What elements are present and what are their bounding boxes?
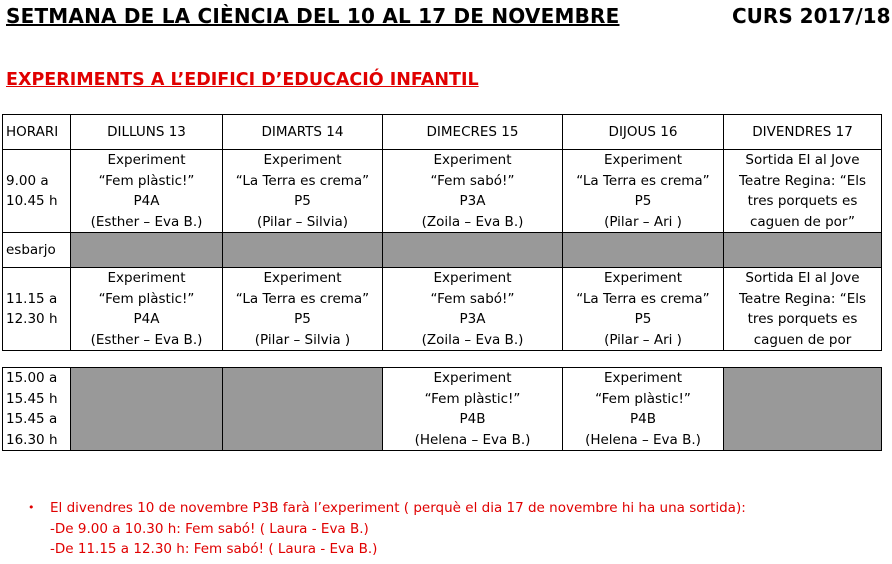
- schedule-cell-monday: Experiment “Fem plàstic!” P4A (Esther – Eva B.): [71, 268, 223, 351]
- break-cell: [71, 233, 223, 268]
- table-row-morning-1: [3, 150, 882, 233]
- schedule-cell-monday: Experiment “Fem plàstic!” P4A (Esther – Eva B.): [71, 150, 223, 233]
- schedule-cell-tuesday: Experiment “La Terra es crema” P5 (Pilar – Silvia): [223, 150, 383, 233]
- schedule-cell-thursday: Experiment “Fem plàstic!” P4B (Helena – Eva B.): [563, 368, 724, 451]
- empty-cell: [724, 368, 882, 451]
- break-cell: [724, 233, 882, 268]
- break-cell: [383, 233, 563, 268]
- time-cell: 9.00 a 10.45 h: [3, 150, 71, 233]
- header-horari: HORARI: [3, 115, 71, 150]
- schedule-cell-tuesday: Experiment “La Terra es crema” P5 (Pilar – Silvia ): [223, 268, 383, 351]
- bullet-icon: •: [28, 501, 35, 514]
- header-wednesday: DIMECRES 15: [383, 115, 563, 150]
- break-cell: [223, 233, 383, 268]
- break-cell: [563, 233, 724, 268]
- time-cell: 15.00 a 15.45 h 15.45 a 16.30 h: [3, 368, 71, 451]
- header-monday: DILLUNS 13: [71, 115, 223, 150]
- note-line: El divendres 10 de novembre P3B farà l’experiment ( perquè el dia 17 de novembre hi ha una sortida):: [50, 500, 746, 516]
- schedule-cell-thursday: Experiment “La Terra es crema” P5 (Pilar – Ari ): [563, 268, 724, 351]
- table-gap: [3, 351, 882, 368]
- header-friday: DIVENDRES 17: [724, 115, 882, 150]
- header-tuesday: DIMARTS 14: [223, 115, 383, 150]
- note-line: -De 11.15 a 12.30 h: Fem sabó! ( Laura - Eva B.): [50, 541, 378, 557]
- empty-cell: [71, 368, 223, 451]
- table-row-break: [3, 233, 882, 268]
- header-row: [3, 115, 882, 150]
- table-row-afternoon: [3, 368, 882, 451]
- document-title: SETMANA DE LA CIÈNCIA DEL 10 AL 17 DE NOVEMBRE: [6, 4, 620, 28]
- schedule-cell-wednesday: Experiment “Fem sabó!” P3A (Zoila – Eva B.): [383, 150, 563, 233]
- empty-cell: [223, 368, 383, 451]
- schedule-cell-wednesday: Experiment “Fem plàstic!” P4B (Helena – Eva B.): [383, 368, 563, 451]
- school-year: CURS 2017/18: [732, 4, 891, 28]
- notes-block: [28, 498, 746, 560]
- time-cell: 11.15 a 12.30 h: [3, 268, 71, 351]
- schedule-cell-wednesday: Experiment “Fem sabó!” P3A (Zoila – Eva B.): [383, 268, 563, 351]
- schedule-cell-friday: Sortida EI al Jove Teatre Regina: “Els tres porquets es caguen de por”: [724, 150, 882, 233]
- note-line: -De 9.00 a 10.30 h: Fem sabó! ( Laura - Eva B.): [50, 520, 369, 537]
- schedule-cell-thursday: Experiment “La Terra es crema” P5 (Pilar – Ari ): [563, 150, 724, 233]
- document-subtitle: EXPERIMENTS A L’EDIFICI D’EDUCACIÓ INFANTIL: [6, 70, 479, 90]
- schedule-table: [2, 114, 882, 451]
- header-thursday: DIJOUS 16: [563, 115, 724, 150]
- schedule-cell-friday: Sortida EI al Jove Teatre Regina: “Els tres porquets es caguen de por: [724, 268, 882, 351]
- break-label: esbarjo: [3, 233, 71, 268]
- table-row-morning-2: [3, 268, 882, 351]
